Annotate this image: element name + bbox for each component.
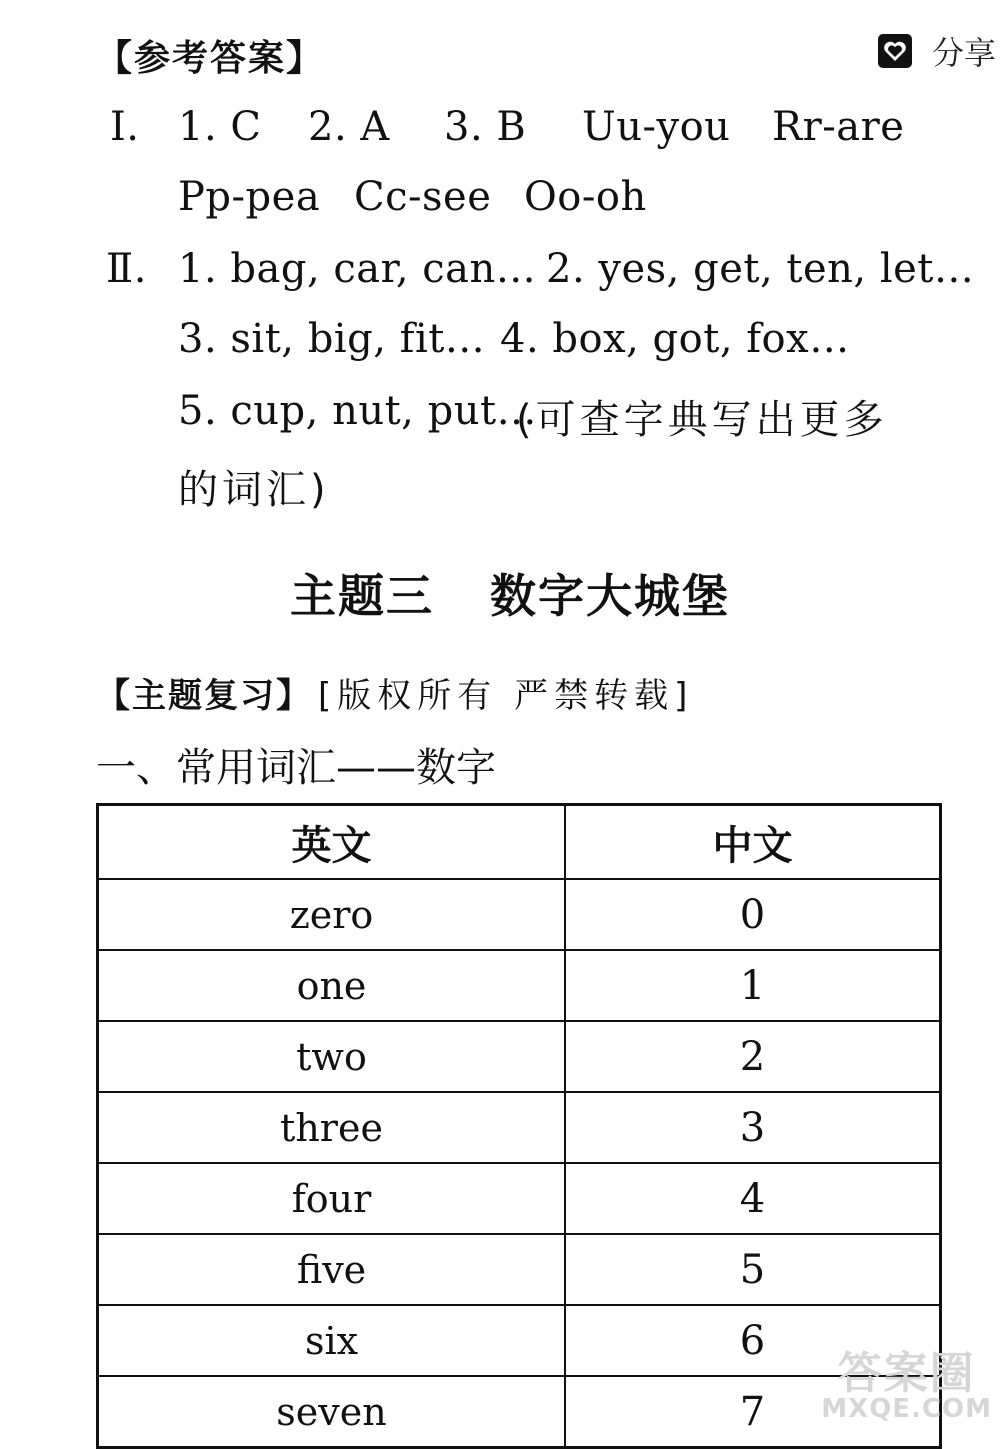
vocab-table [96, 803, 942, 1449]
part2-note: (可查字典写出更多 [516, 397, 888, 443]
part1-item-4: Uu-you [582, 104, 731, 150]
copyright-note: [版权所有 严禁转载] [318, 676, 694, 716]
table-row [98, 1376, 941, 1448]
english-word: zero [98, 879, 566, 950]
english-word: four [98, 1163, 566, 1234]
chinese-number: 5 [565, 1234, 941, 1305]
table-row [98, 1092, 941, 1163]
chinese-number: 1 [565, 950, 941, 1021]
part2-answer-5: 5. cup, nut, put… [178, 388, 538, 434]
watermark-logo: 答案圈 [837, 1348, 976, 1399]
table-row [98, 879, 941, 950]
part1-item-6: Pp-pea [178, 174, 321, 220]
topic-name: 数字大城堡 [490, 569, 730, 623]
part1-item-2: 2. A [308, 104, 390, 150]
column-header-chinese: 中文 [565, 805, 941, 880]
chinese-number: 0 [565, 879, 941, 950]
topic-number: 主题三 [290, 569, 434, 623]
part2-answer-1: 1. bag, car, can… [178, 246, 537, 292]
table-header-row [98, 805, 941, 880]
part1-item-7: Cc-see [354, 174, 492, 220]
part1-item-8: Oo-oh [524, 174, 647, 220]
part2-note-cont: 的词汇) [178, 467, 330, 513]
part1-numeral: Ⅰ. [110, 104, 140, 150]
part1-item-5: Rr-are [772, 104, 905, 150]
column-header-english: 英文 [98, 805, 566, 880]
review-label: 【主题复习】 [96, 676, 312, 716]
english-word: six [98, 1305, 566, 1376]
chinese-number: 6 [565, 1305, 941, 1376]
chinese-number: 2 [565, 1021, 941, 1092]
english-word: five [98, 1234, 566, 1305]
english-word: two [98, 1021, 566, 1092]
watermark [821, 1348, 992, 1424]
english-word: one [98, 950, 566, 1021]
part2-answer-3: 3. sit, big, fit… [178, 316, 486, 362]
english-word: three [98, 1092, 566, 1163]
review-header [96, 668, 693, 717]
part2-answer-2: 2. yes, get, ten, let… [546, 246, 975, 292]
table-row [98, 1234, 941, 1305]
answer-section-header: 【参考答案】 [96, 38, 325, 79]
answer-part1-line1 [110, 104, 166, 150]
chinese-number: 7 [565, 1376, 941, 1448]
part1-item-3: 3. B [444, 104, 527, 150]
section-title: 一、常用词汇——数字 [96, 745, 496, 791]
part1-item-1: 1. C [178, 104, 262, 150]
table-row [98, 950, 941, 1021]
watermark-domain: MXQE.COM [821, 1394, 992, 1424]
share-button[interactable] [876, 28, 996, 74]
topic-title [290, 560, 730, 626]
heart-share-icon [876, 32, 914, 70]
table-row [98, 1163, 941, 1234]
table-row [98, 1021, 941, 1092]
part2-answer-4: 4. box, got, fox… [500, 316, 850, 362]
chinese-number: 4 [565, 1163, 941, 1234]
chinese-number: 3 [565, 1092, 941, 1163]
part2-numeral: Ⅱ. [106, 246, 147, 292]
table-row [98, 1305, 941, 1376]
share-label: 分享 [931, 34, 996, 72]
english-word: seven [98, 1376, 566, 1448]
